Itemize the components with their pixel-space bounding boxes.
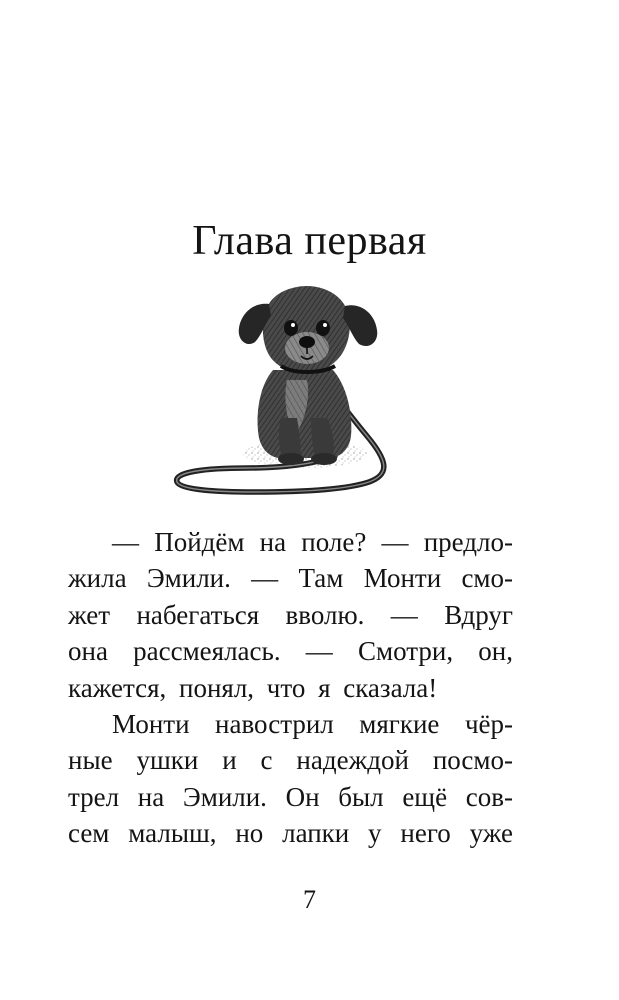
text-line: кажется, понял, что я сказала!: [68, 672, 438, 703]
puppy-nose: [299, 336, 315, 348]
text-line: жила Эмили. — Там Монти смо-: [68, 563, 513, 594]
puppy-leg-left: [279, 418, 301, 458]
text-line: сем малыш, но лапки у него уже: [68, 818, 513, 849]
body-text: [68, 524, 513, 852]
text-line: ные ушки и с надеждой посмо-: [68, 745, 513, 776]
puppy-ear-right: [343, 305, 377, 346]
chapter-title: Глава первая: [192, 218, 427, 264]
puppy-eye-right: [316, 320, 330, 336]
text-line: Монти навострил мягкие чёр-: [112, 708, 513, 739]
puppy-illustration: [155, 278, 455, 518]
puppy-eye-left: [284, 320, 298, 336]
page-number: 7: [303, 885, 316, 914]
text-line: жет набегаться вволю. — Вдруг: [68, 599, 513, 630]
text-line: она рассмеялась. — Смотри, он,: [68, 636, 513, 667]
text-line: трел на Эмили. Он был ещё сов-: [68, 781, 513, 812]
text-line: — Пойдём на поле? — предло-: [112, 527, 513, 557]
